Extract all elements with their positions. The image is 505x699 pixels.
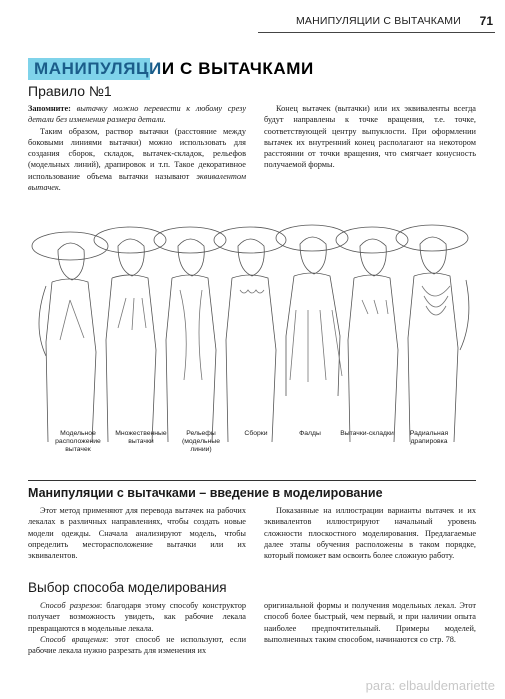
section2-heading: Выбор способа моделирования — [28, 580, 227, 595]
section2-left-column — [28, 600, 246, 656]
hat-brim-1 — [32, 232, 108, 260]
hat-brim-7 — [396, 225, 468, 251]
cut-method-text: : благодаря этому способу конструктор получает возможность увидеть, как рабочие лекала превращаются в модельные лекала. — [28, 601, 246, 633]
figure-label-2: Множественные вытачки — [115, 430, 167, 445]
page-number: 71 — [479, 14, 493, 28]
title-highlight-text: МАНИПУЛЯЦИ — [34, 59, 162, 78]
section1-heading: Манипуляции с вытачками – введение в моделирование — [28, 486, 383, 500]
hat-brim-6 — [336, 227, 408, 253]
hat-brim-5 — [276, 225, 348, 251]
title-rest-text: И С ВЫТАЧКАМИ — [161, 59, 314, 78]
figure-label-7: Радиальная драпировка — [409, 430, 449, 445]
cut-method-label: Способ разрезов — [40, 601, 100, 610]
section1-rule — [28, 480, 476, 481]
intro-left-column — [28, 103, 246, 193]
rule-heading: Правило №1 — [28, 83, 112, 99]
hat-brim-4 — [214, 227, 286, 253]
rotation-method-text: : этот способ не используют, если рабочие лекала нужно разрезать для изменения их — [28, 634, 247, 656]
section2-right-paragraph: оригинальной формы и получения модельных лекал. Этот способ более быстрый, чем первый, и при наличии опыта наиболее предпочтительный. Примеры моделей, выполненных таким способом, начинаются со стр. 78. — [264, 601, 476, 644]
remember-label: Запомните: — [28, 104, 71, 113]
page-header — [0, 12, 505, 38]
hat-brim-3 — [154, 227, 226, 253]
remember-text: вытачку можно перевести к любому срезу детали без изменения размера детали. — [28, 104, 246, 125]
section1-right-column — [264, 505, 476, 561]
intro-right-column — [264, 103, 476, 171]
intro-right-paragraph: Конец вытачек (вытачки) или их эквиваленты всегда будут направлены к точке вращения, т.е. точке, соответствующей центру выпуклости. При оформлении вытачек их внутренний конец располагают на некотором расстоянии от точки вращения, что смягчает конусность получаемой формы. — [264, 104, 476, 170]
figure-label-6: Вытачки-складки — [340, 430, 394, 437]
intro-paragraph: Таким образом, раствор вытачки (расстояние между боковыми линиями вытачки) можно использовать для создания сборок, складок, вытачек-складок, рельефов (модельных линий), драпировок и т.п. Такое декоративное использование объема вытачки называют — [28, 126, 246, 181]
figure-label-3: Рельефы (модельные линии) — [181, 430, 220, 453]
figure-label-4: Сборки — [244, 430, 268, 437]
section2-right-column — [264, 600, 476, 645]
figure-label-1: Модельное расположение вытачек — [55, 430, 101, 453]
rotation-method-label: Способ вращения — [40, 634, 106, 644]
intro-italic-term: эквивалентом вытачек. — [28, 171, 246, 193]
watermark: para: elbauldemariette — [365, 678, 495, 693]
section1-right-paragraph: Показанные на иллюстрации варианты вытачек и их эквивалентов иллюстрируют начальный уровень сложности плоскостного моделирования. Предлагаемые далее этапы обучения расположены в таком порядке, который поможет вам освоить более сложную работу. — [264, 506, 476, 561]
running-title: МАНИПУЛЯЦИИ С ВЫТАЧКАМИ — [295, 15, 461, 27]
figure-label-5: Фалды — [299, 430, 321, 437]
section1-left-column — [28, 505, 246, 561]
header-rule — [258, 32, 495, 33]
section1-left-paragraph: Этот метод применяют для перевода вытачек на рабочих лекалах в различных направлениях, чтобы создать новые модели одежды. Сначала анализируют модель, чтобы определить месторасположение вытачки или их эквивалентов. — [28, 506, 246, 561]
